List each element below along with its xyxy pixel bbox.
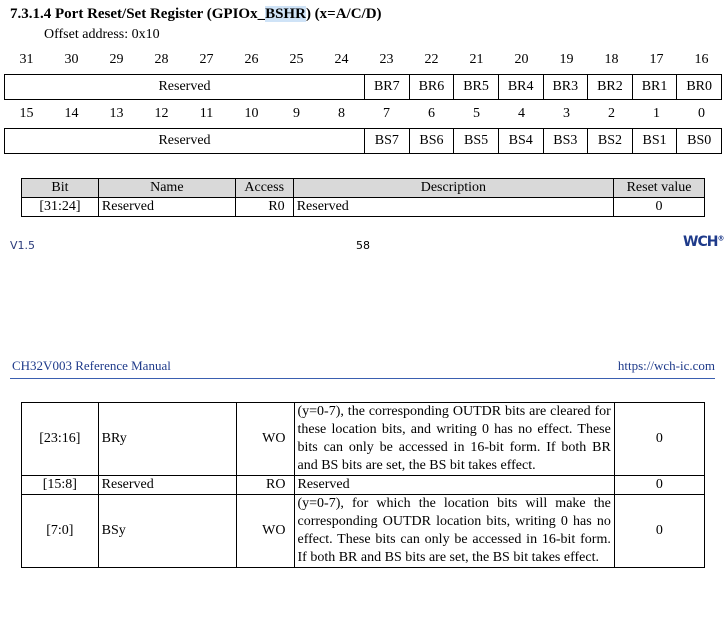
bit-number: 4 xyxy=(518,106,525,121)
bit-numbers-low xyxy=(4,106,722,124)
register-row-low xyxy=(4,128,722,154)
cell-name: Reserved xyxy=(98,198,235,217)
bit-number: 15 xyxy=(19,106,34,121)
cell-name: BRy xyxy=(98,403,236,476)
section-title: 7.3.1.4 Port Reset/Set Register (GPIOx_BSHR) (x=A/C/D) xyxy=(10,6,382,22)
cell-name: Reserved xyxy=(98,476,236,495)
bit-description-table-continued xyxy=(21,402,705,568)
footer-version: V1.5 xyxy=(10,239,36,252)
bit-number: 12 xyxy=(154,106,169,121)
reserved-field: Reserved xyxy=(5,129,365,153)
bit-number: 28 xyxy=(154,52,169,67)
bit-number: 23 xyxy=(379,52,394,67)
cell-reset: 0 xyxy=(614,495,704,568)
offset-address: Offset address: 0x10 xyxy=(44,27,160,42)
field-br7: BR7 xyxy=(365,75,410,99)
table-row xyxy=(22,476,705,495)
field-br6: BR6 xyxy=(410,75,455,99)
bit-number: 30 xyxy=(64,52,79,67)
cell-bit: [31:24] xyxy=(22,198,99,217)
bit-number: 14 xyxy=(64,106,79,121)
bit-number: 29 xyxy=(109,52,124,67)
cell-access: WO xyxy=(236,495,294,568)
cell-description: (y=0-7), for which the location bits will make the corresponding OUTDR location bits, writing 0 has no effect. These bits can only be accessed in 16-bit form. If both BR and BS bits are set, the BS bit takes effect. xyxy=(294,495,614,568)
field-br3: BR3 xyxy=(544,75,589,99)
bit-number: 9 xyxy=(293,106,300,121)
bit-number: 16 xyxy=(694,52,709,67)
bit-description-table xyxy=(21,178,705,217)
field-br4: BR4 xyxy=(499,75,544,99)
cell-description: (y=0-7), the corresponding OUTDR bits are cleared for these location bits, and writing 0 has no effect. These bits can only be accessed in 16-bit form. If both BR and BS bits are set, the BS bit takes effect. xyxy=(294,403,614,476)
cell-description: Reserved xyxy=(294,476,614,495)
cell-name: BSy xyxy=(98,495,236,568)
cell-description: Reserved xyxy=(293,198,613,217)
field-br2: BR2 xyxy=(588,75,633,99)
cell-bit: [15:8] xyxy=(22,476,99,495)
field-bs1: BS1 xyxy=(633,129,678,153)
header-reset-value: Reset value xyxy=(614,179,705,198)
field-br5: BR5 xyxy=(454,75,499,99)
bit-number: 25 xyxy=(289,52,304,67)
table-row xyxy=(22,495,705,568)
title-highlight: BSHR xyxy=(265,6,306,22)
bit-number: 20 xyxy=(514,52,529,67)
field-bs0: BS0 xyxy=(687,133,712,148)
website-link[interactable]: https://wch-ic.com xyxy=(617,358,715,373)
field-bs6: BS6 xyxy=(410,129,455,153)
field-bs2: BS2 xyxy=(588,129,633,153)
bit-number: 31 xyxy=(19,52,34,67)
bit-number: 11 xyxy=(199,106,214,121)
bit-number: 24 xyxy=(334,52,349,67)
bit-number: 0 xyxy=(698,106,705,121)
bit-number: 2 xyxy=(608,106,615,121)
bit-number: 5 xyxy=(473,106,480,121)
bit-number: 7 xyxy=(383,106,390,121)
field-bs5: BS5 xyxy=(454,129,499,153)
register-row-high xyxy=(4,74,722,100)
header-description: Description xyxy=(293,179,613,198)
manual-title: CH32V003 Reference Manual xyxy=(12,358,171,373)
footer-page-number: 58 xyxy=(356,239,370,252)
cell-reset: 0 xyxy=(614,198,705,217)
bit-number: 17 xyxy=(649,52,664,67)
reserved-field: Reserved xyxy=(5,75,365,99)
bit-number: 27 xyxy=(199,52,214,67)
bit-number: 13 xyxy=(109,106,124,121)
field-br0: BR0 xyxy=(686,79,713,94)
bit-number: 22 xyxy=(424,52,439,67)
field-br1: BR1 xyxy=(633,75,678,99)
cell-reset: 0 xyxy=(614,476,704,495)
cell-access: WO xyxy=(236,403,294,476)
bit-number: 26 xyxy=(244,52,259,67)
table-header-row xyxy=(22,179,705,198)
bit-numbers-high xyxy=(4,52,722,70)
bit-number: 10 xyxy=(244,106,259,121)
table-row xyxy=(22,198,705,217)
bit-number: 18 xyxy=(604,52,619,67)
field-bs4: BS4 xyxy=(499,129,544,153)
header-name: Name xyxy=(98,179,235,198)
bit-number: 3 xyxy=(563,106,570,121)
cell-bit: [23:16] xyxy=(22,403,99,476)
field-bs7: BS7 xyxy=(365,129,410,153)
bit-number: 19 xyxy=(559,52,574,67)
wch-logo: WCH® xyxy=(683,234,724,250)
header-access: Access xyxy=(235,179,293,198)
bit-number: 21 xyxy=(469,52,484,67)
header-bit: Bit xyxy=(22,179,99,198)
bit-number: 6 xyxy=(428,106,435,121)
bit-number: 1 xyxy=(653,106,660,121)
table-row xyxy=(22,403,705,476)
field-bs3: BS3 xyxy=(544,129,589,153)
page-header xyxy=(10,356,715,379)
bit-number: 8 xyxy=(338,106,345,121)
cell-bit: [7:0] xyxy=(22,495,99,568)
cell-access: RO xyxy=(236,476,294,495)
cell-reset: 0 xyxy=(614,403,704,476)
cell-access: R0 xyxy=(235,198,293,217)
